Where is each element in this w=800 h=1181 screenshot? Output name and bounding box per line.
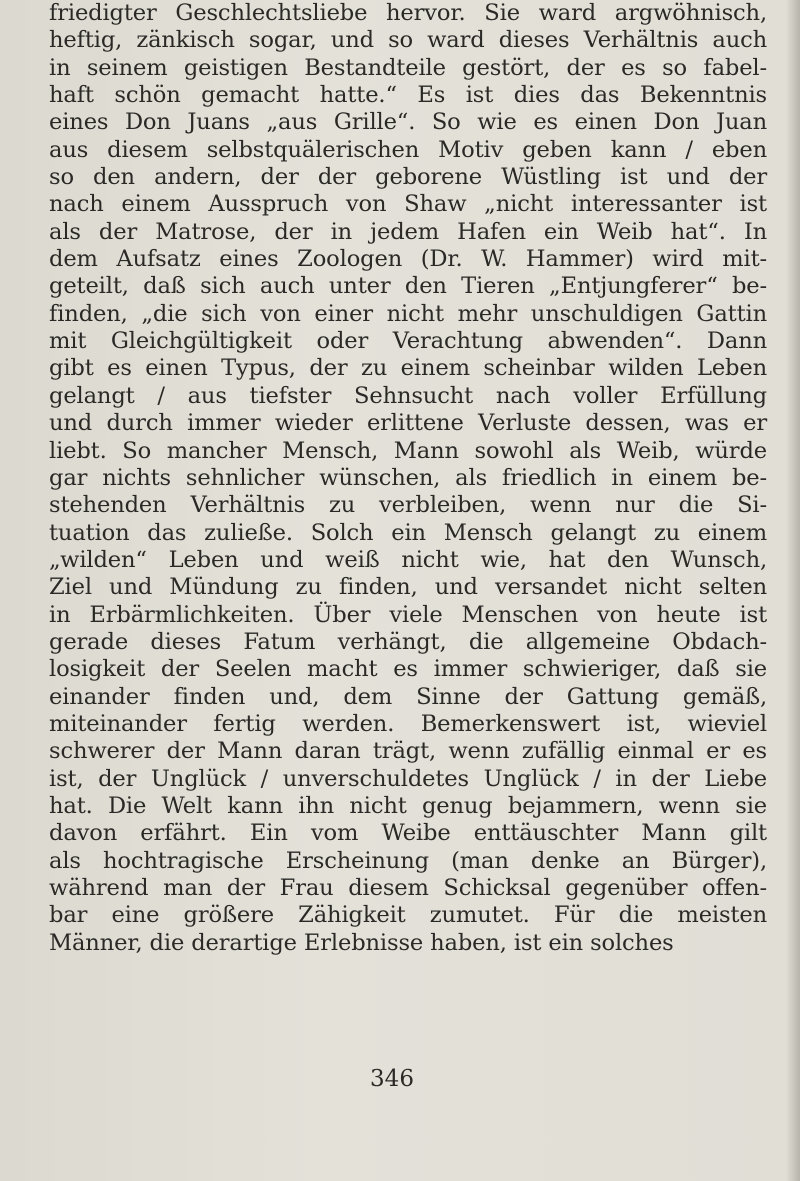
text-line-25: losigkeit der Seelen macht es immer schwieriger, daß sie [49, 656, 767, 683]
text-line-18: gar nichts sehnlicher wünschen, als friedlich in einem be- [49, 464, 767, 491]
text-line-8: nach einem Ausspruch von Shaw „nicht interessanter ist [49, 191, 767, 218]
text-line-4: haft schön gemacht hatte.“ Es ist dies das Bekenntnis [49, 82, 767, 109]
text-line-33: während man der Frau diesem Schicksal gegenüber offen- [49, 875, 767, 901]
text-line-3: in seinem geistigen Bestandteile gestört, der es so fabel- [49, 54, 767, 81]
text-line-31: davon erfährt. Ein vom Weibe enttäuschter Mann gilt [49, 820, 767, 847]
page-number-label: 346 [370, 1066, 414, 1092]
page-number [0, 1066, 800, 1092]
text-line-29: ist, der Unglück / unverschuldetes Unglück / in der Liebe [49, 765, 767, 792]
text-line-7: so den andern, der der geborene Wüstling ist und der [49, 164, 767, 191]
body-text [49, 0, 769, 957]
text-line-11: geteilt, daß sich auch unter den Tieren „Entjungferer“ be- [49, 273, 767, 300]
text-line-13: mit Gleichgültigkeit oder Verachtung abwenden“. Dann [49, 328, 767, 355]
text-line-2: heftig, zänkisch sogar, und so ward dieses Verhältnis auch [49, 27, 767, 54]
text-line-6: aus diesem selbstquälerischen Motiv geben kann / eben [49, 136, 767, 163]
text-line-28: schwerer der Mann daran trägt, wenn zufällig einmal er es [49, 738, 767, 765]
text-line-10: dem Aufsatz eines Zoologen (Dr. W. Hammer) wird mit- [49, 246, 767, 273]
text-line-21: „wilden“ Leben und weiß nicht wie, hat den Wunsch, [49, 546, 767, 573]
text-line-22: Ziel und Mündung zu finden, und versandet nicht selten [49, 574, 767, 601]
text-line-19: stehenden Verhältnis zu verbleiben, wenn nur die Si- [49, 492, 767, 519]
page-edge-shadow [786, 0, 800, 1181]
text-line-15: gelangt / aus tiefster Sehnsucht nach voller Erfüllung [49, 382, 767, 409]
text-line-20: tuation das zuließe. Solch ein Mensch gelangt zu einem [49, 519, 767, 546]
text-line-32: als hochtragische Erscheinung (man denke an Bürger), [49, 847, 767, 874]
text-line-12: finden, „die sich von einer nicht mehr unschuldigen Gattin [49, 300, 767, 327]
text-line-34: bar eine größere Zähigkeit zumutet. Für die meisten [49, 902, 767, 929]
text-line-27: miteinander fertig werden. Bemerkenswert ist, wieviel [49, 710, 767, 737]
text-line-17: liebt. So mancher Mensch, Mann sowohl als Weib, würde [49, 437, 767, 464]
text-line-14: gibt es einen Typus, der zu einem scheinbar wilden Leben [49, 355, 767, 382]
text-line-5: eines Don Juans „aus Grille“. So wie es einen Don Juan [49, 109, 767, 136]
text-line-35: Männer, die derartige Erlebnisse haben, ist ein solches [49, 929, 674, 956]
text-line-16: und durch immer wieder erlittene Verluste dessen, was er [49, 410, 767, 437]
text-line-24: gerade dieses Fatum verhängt, die allgemeine Obdach- [49, 628, 767, 655]
text-line-1: friedigter Geschlechtsliebe hervor. Sie ward argwöhnisch, [49, 0, 767, 26]
text-line-23: in Erbärmlichkeiten. Über viele Menschen von heute ist [49, 601, 767, 628]
text-line-26: einander finden und, dem Sinne der Gattung gemäß, [49, 683, 767, 710]
text-line-30: hat. Die Welt kann ihn nicht genug bejammern, wenn sie [49, 792, 767, 819]
text-line-9: als der Matrose, der in jedem Hafen ein Weib hat“. In [49, 218, 767, 245]
